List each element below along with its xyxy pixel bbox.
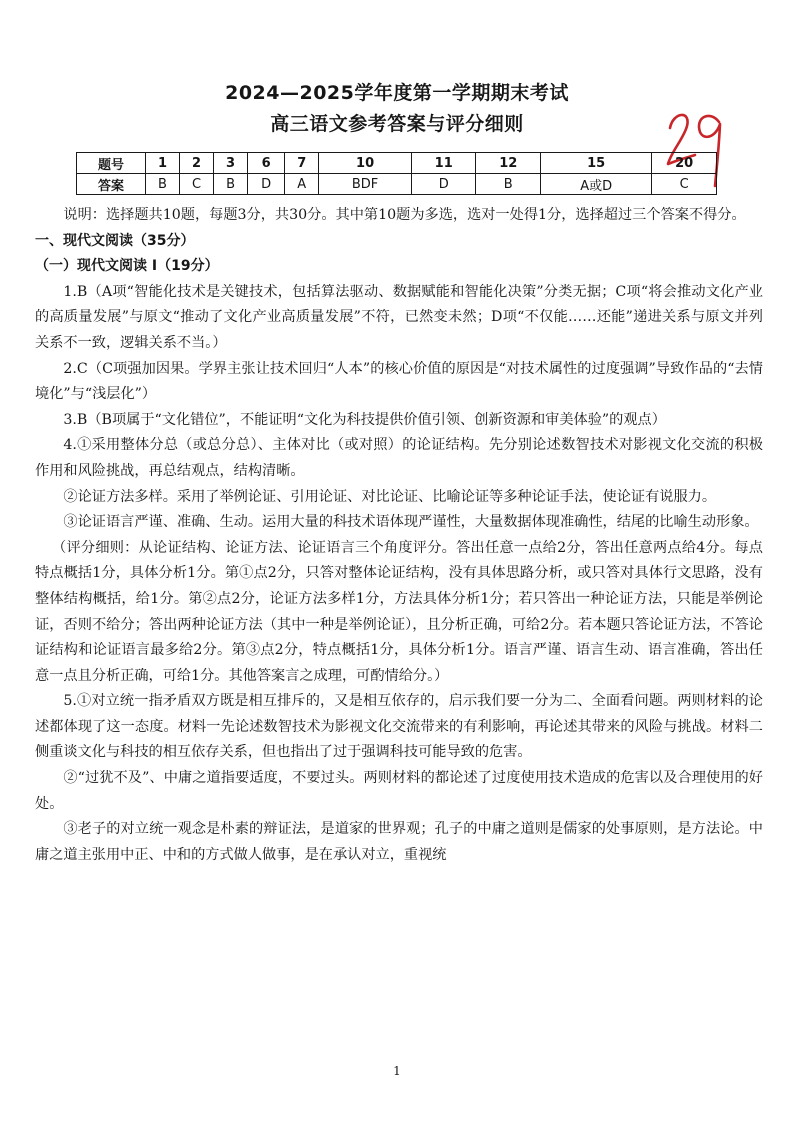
answer-cell: C: [179, 174, 213, 195]
answer-row: [77, 174, 717, 195]
question-number: 11: [411, 153, 476, 174]
answer-cell: B: [214, 174, 248, 195]
answer-q4-point3: ③论证语言严谨、准确、生动。运用大量的科技术语体现严谨性，大量数据体现准确性，结尾的比喻生动形象。: [63, 514, 759, 531]
answer-key-title: 高三语文参考答案与评分细则: [270, 113, 524, 135]
answer-q5-point1: 5.①对立统一指矛盾双方既是相互排斥的，又是相互依存的，启示我们要一分为二、全面看问题。两则材料的论述都体现了这一态度。材料一先论述数智技术为影视文化交流带来的有利影响，再论述其带来的风险与挑战。材料二侧重谈文化与科技的相互依存关系，但也指出了过于强调科技可能导致的危害。: [35, 693, 763, 761]
question-number: 2: [179, 153, 213, 174]
answer-q4-point2: ②论证方法多样。采用了举例论证、引用论证、对比论证、比喻论证等多种论证手法，使论证有说服力。: [63, 488, 717, 505]
answer-q4-rubric: （评分细则：从论证结构、论证方法、论证语言三个角度评分。答出任意一点给2分，答出任意两点给4分。每点特点概括1分，具体分析1分。第①点2分，只答对整体论证结构，没有具体思路分析，或只答对具体行文思路，没有整体结构概括，给1分。第②点2分，论证方法多样1分，方法具体分析1分；若只答出一种论证方法，只能是举例论证，否则不给分；答出两种论证方法（其中一种是举例论证），且分析正确，可给2分。若本题只答论证方法，不答论证结构和论证语言最多给2分。第③点2分，特点概括1分，具体分析1分。语言严谨、语言生动、语言准确，答出任意一点且分析正确，可给1分。其他答案言之成理，可酌情给分。）: [35, 539, 763, 684]
question-number: 6: [248, 153, 285, 174]
answer-cell: A或D: [541, 174, 652, 195]
page-number: 1: [393, 1064, 401, 1078]
answer-q4-point1: 4.①采用整体分总（或总分总）、主体对比（或对照）的论证结构。先分别论述数智技术对影视文化交流的积极作用和风险挑战，再总结观点，结构清晰。: [35, 437, 763, 479]
exam-title: 2024—2025学年度第一学期期末考试: [225, 82, 569, 104]
answer-cell: D: [411, 174, 476, 195]
row-label: 题号: [77, 153, 146, 174]
answer-cell: B: [146, 174, 180, 195]
question-number: 12: [476, 153, 541, 174]
scoring-note: 说明：选择题共10题，每题3分，共30分。其中第10题为多选，选对一处得1分，选择超过三个答案不得分。: [63, 207, 746, 223]
question-number: 20: [652, 153, 717, 174]
question-number-row: [77, 153, 717, 174]
subsection-heading: （一）现代文阅读 Ⅰ（19分）: [35, 258, 219, 275]
answer-q5-point2: ②“过犹不及”、中庸之道指要适度，不要过头。两则材料的都论述了过度使用技术造成的危害以及合理使用的好处。: [35, 770, 763, 812]
answer-table: [76, 152, 717, 195]
answer-cell: D: [248, 174, 285, 195]
answer-q1: 1.B（A项“智能化技术是关键技术，包括算法驱动、数据赋能和智能化决策”分类无据；C项“将会推动文化产业的高质量发展”与原文“推动了文化产业高质量发展”不符，已然变未然；D项“不仅能……还能”递进关系与原文并列关系不一致，逻辑关系不当。）: [35, 283, 763, 351]
answer-cell: BDF: [319, 174, 412, 195]
answer-q2: 2.C（C项强加因果。学界主张让技术回归“人本”的核心价值的原因是“对技术属性的过度强调”导致作品的“去情境化”与“浅层化”）: [35, 360, 763, 403]
answer-q3: 3.B（B项属于“文化错位”，不能证明“文化为科技提供价值引领、创新资源和审美体验”的观点）: [63, 411, 666, 428]
question-number: 7: [285, 153, 319, 174]
answer-cell: C: [652, 174, 717, 195]
row-label: 答案: [77, 174, 146, 195]
question-number: 3: [214, 153, 248, 174]
section-heading: 一、现代文阅读（35分）: [35, 232, 195, 249]
answer-q5-point3: ③老子的对立统一观念是朴素的辩证法，是道家的世界观；孔子的中庸之道则是儒家的处事原则，是方法论。中庸之道主张用中正、中和的方式做人做事，是在承认对立，重视统: [35, 821, 763, 863]
answer-cell: B: [476, 174, 541, 195]
question-number: 15: [541, 153, 652, 174]
question-number: 1: [146, 153, 180, 174]
answer-explanations: [35, 203, 763, 868]
answer-cell: A: [285, 174, 319, 195]
question-number: 10: [319, 153, 412, 174]
